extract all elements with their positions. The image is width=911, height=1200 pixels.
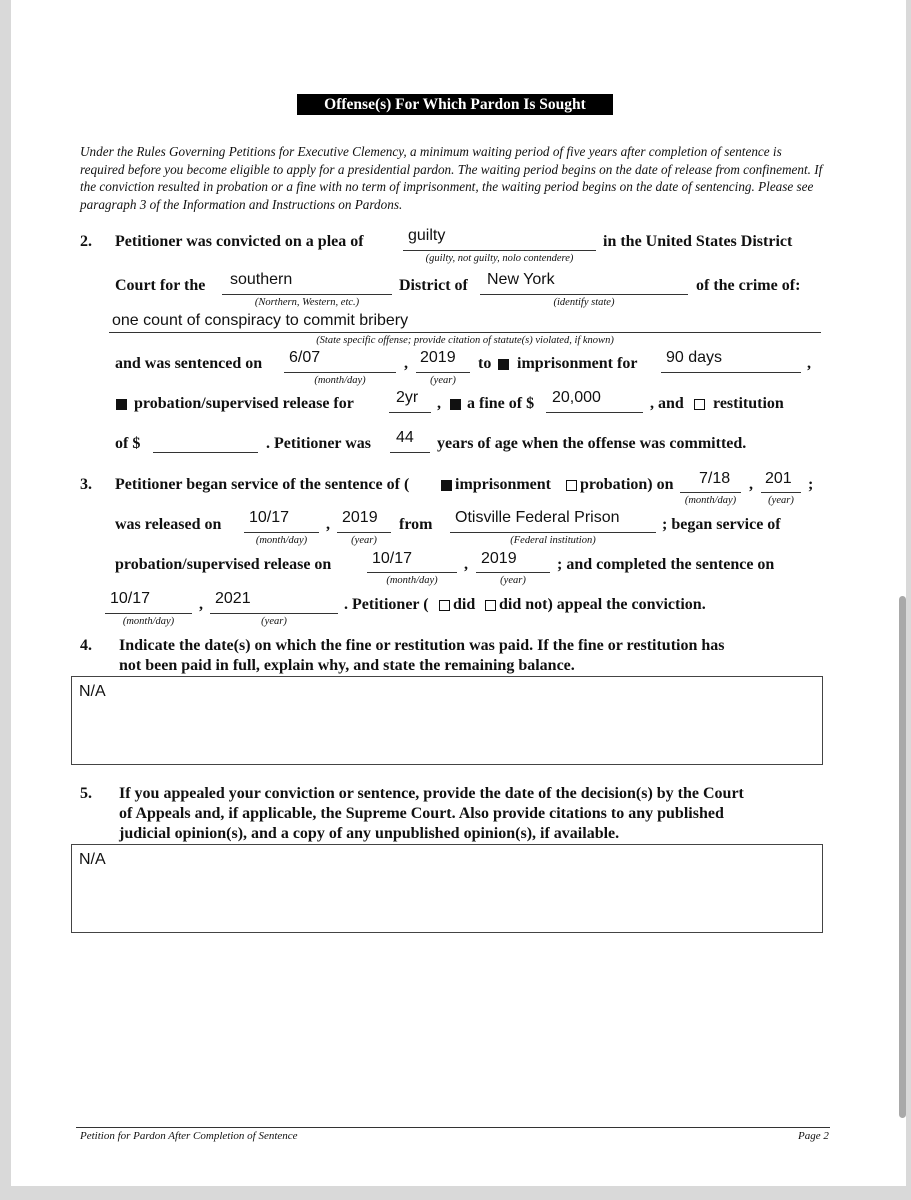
- completed-date-hint: (month/day): [122, 616, 175, 627]
- probation-start-date-hint: (month/day): [386, 575, 438, 586]
- institution-hint: (Federal institution): [510, 535, 596, 546]
- probation-start-date-field[interactable]: 10/17: [372, 550, 413, 567]
- q2-number: 2.: [80, 233, 92, 250]
- sentenced-year-underline: [416, 372, 470, 373]
- plea-hint: (guilty, not guilty, nolo contendere): [425, 253, 574, 264]
- completed-date-field[interactable]: 10/17: [110, 590, 151, 607]
- q2-text-3: Court for the: [115, 277, 206, 294]
- q3-text-4: was released on: [115, 516, 222, 533]
- probation-start-year-field[interactable]: 2019: [481, 550, 517, 567]
- intro-paragraph: Under the Rules Governing Petitions for Executive Clemency, a minimum waiting period of five years after completion of sentence is required before you become eligible to apply for a presidential pardon. The waiting period begins on the date of release from confinement. If the conviction resulted in probation or a fine with no term of imprisonment, the waiting period begins on the date of sentencing. Please see paragraph 3 of the Information and Instructions on Pardons.: [80, 144, 823, 212]
- completed-year-underline: [210, 613, 338, 614]
- released-date-underline: [244, 532, 319, 533]
- footer-title: Petition for Pardon After Completion of Sentence: [80, 1130, 298, 1142]
- imprisonment-checkbox[interactable]: [497, 356, 510, 374]
- began-date-underline: [680, 492, 741, 493]
- plea-field[interactable]: guilty: [408, 227, 446, 244]
- began-date-field[interactable]: 7/18: [699, 470, 731, 487]
- began-year-hint: (year): [768, 495, 794, 506]
- q2-text-1: Petitioner was convicted on a plea of: [115, 233, 364, 250]
- comma: ,: [326, 516, 330, 533]
- q5-line-3: judicial opinion(s), and a copy of any unpublished opinion(s), if available.: [119, 825, 620, 842]
- q4-line-1: Indicate the date(s) on which the fine or restitution was paid. If the fine or restitution has: [119, 637, 725, 654]
- sentenced-date-underline: [284, 372, 396, 373]
- appeal-did-not-checkbox[interactable]: [484, 597, 497, 615]
- sentence-probation-checkbox[interactable]: [565, 477, 578, 495]
- section-title: Offense(s) For Which Pardon Is Sought: [297, 94, 613, 115]
- sentenced-date-field[interactable]: 6/07: [289, 349, 321, 366]
- probation-field[interactable]: 2yr: [396, 389, 419, 406]
- q3-text-1: Petitioner began service of the sentence of (: [115, 476, 410, 493]
- comma: ,: [807, 355, 811, 372]
- q4-number: 4.: [80, 637, 92, 654]
- crime-hint: (State specific offense; provide citation of statute(s) violated, if known): [316, 335, 614, 346]
- sentenced-date-hint: (month/day): [314, 375, 366, 386]
- q4-line-2: not been paid in full, explain why, and state the remaining balance.: [119, 657, 575, 674]
- age-underline: [390, 452, 430, 453]
- q3-text-6: ; began service of: [662, 516, 781, 533]
- q5-answer[interactable]: N/A: [79, 851, 106, 868]
- began-year-underline: [761, 492, 801, 493]
- comma: ,: [404, 355, 408, 372]
- q2-text-2: in the United States District: [603, 233, 793, 250]
- q5-answer-box[interactable]: [71, 844, 823, 933]
- imprisonment-underline: [661, 372, 801, 373]
- district-hint: (Northern, Western, etc.): [254, 297, 360, 308]
- crime-field[interactable]: one count of conspiracy to commit bribery: [112, 312, 409, 329]
- district-underline: [222, 294, 392, 295]
- probation-start-year-hint: (year): [500, 575, 526, 586]
- sentence-imprisonment-checkbox[interactable]: [440, 477, 453, 495]
- institution-underline: [450, 532, 656, 533]
- q3-text-2: imprisonment: [455, 476, 551, 493]
- q4-answer-box[interactable]: [71, 676, 823, 765]
- state-field[interactable]: New York: [487, 271, 555, 288]
- q3-text-10: did: [453, 596, 476, 613]
- scrollbar[interactable]: [899, 596, 906, 1118]
- q2-text-5: of the crime of:: [696, 277, 801, 294]
- q4-answer[interactable]: N/A: [79, 683, 106, 700]
- q2-text-13: of $: [115, 435, 141, 452]
- q5-line-2: of Appeals and, if applicable, the Supreme Court. Also provide citations to any published: [119, 805, 724, 822]
- district-field[interactable]: southern: [230, 271, 293, 288]
- age-field[interactable]: 44: [396, 429, 414, 446]
- q2-text-15: years of age when the offense was committed.: [437, 435, 747, 452]
- released-year-hint: (year): [351, 535, 377, 546]
- q3-text-3: probation) on: [580, 476, 674, 493]
- released-date-field[interactable]: 10/17: [249, 509, 290, 526]
- q3-text-7: probation/supervised release on: [115, 556, 332, 573]
- restitution-underline: [153, 452, 258, 453]
- q3-text-9: . Petitioner (: [344, 596, 429, 613]
- q2-text-14: . Petitioner was: [266, 435, 372, 452]
- probation-start-date-underline: [367, 572, 457, 573]
- q3-text-5: from: [399, 516, 433, 533]
- completed-year-field[interactable]: 2021: [215, 590, 251, 607]
- q2-text-9: probation/supervised release for: [134, 395, 354, 412]
- fine-checkbox[interactable]: [449, 396, 462, 414]
- began-year-field[interactable]: 201: [765, 470, 792, 487]
- completed-year-hint: (year): [261, 616, 287, 627]
- probation-start-year-underline: [476, 572, 550, 573]
- q2-text-11: , and: [650, 395, 684, 412]
- state-underline: [480, 294, 688, 295]
- semicolon: ;: [808, 476, 814, 493]
- state-hint: (identify state): [553, 297, 615, 308]
- q2-text-4: District of: [399, 277, 468, 294]
- q2-text-10: a fine of $: [467, 395, 535, 412]
- q2-text-6: and was sentenced on: [115, 355, 263, 372]
- probation-underline: [389, 412, 431, 413]
- restitution-checkbox[interactable]: [693, 396, 706, 414]
- released-date-hint: (month/day): [255, 535, 308, 546]
- q5-number: 5.: [80, 785, 92, 802]
- q2-text-12: restitution: [713, 395, 784, 412]
- fine-underline: [546, 412, 643, 413]
- page-number: Page 2: [798, 1130, 829, 1142]
- comma: ,: [749, 476, 753, 493]
- q3-number: 3.: [80, 476, 92, 493]
- q3-text-11: did not) appeal the conviction.: [499, 596, 706, 613]
- imprisonment-field[interactable]: 90 days: [666, 349, 723, 366]
- appeal-did-checkbox[interactable]: [438, 597, 451, 615]
- comma: ,: [437, 395, 441, 412]
- comma: ,: [199, 596, 203, 613]
- sentenced-year-field[interactable]: 2019: [420, 349, 456, 366]
- plea-underline: [403, 250, 596, 251]
- fine-field[interactable]: 20,000: [552, 389, 601, 406]
- began-date-hint: (month/day): [684, 495, 737, 506]
- institution-field[interactable]: Otisville Federal Prison: [455, 509, 620, 526]
- completed-date-underline: [105, 613, 192, 614]
- q3-text-8: ; and completed the sentence on: [557, 556, 775, 573]
- crime-underline: [109, 332, 821, 333]
- released-year-underline: [337, 532, 391, 533]
- sentenced-year-hint: (year): [430, 375, 456, 386]
- comma: ,: [464, 556, 468, 573]
- q2-text-7: to: [478, 355, 492, 372]
- footer-rule: [76, 1127, 830, 1128]
- probation-checkbox[interactable]: [115, 396, 128, 414]
- released-year-field[interactable]: 2019: [342, 509, 378, 526]
- q2-text-8: imprisonment for: [517, 355, 638, 372]
- q5-line-1: If you appealed your conviction or sentence, provide the date of the decision(s) by the Court: [119, 785, 744, 802]
- bottom-margin: [0, 1186, 911, 1200]
